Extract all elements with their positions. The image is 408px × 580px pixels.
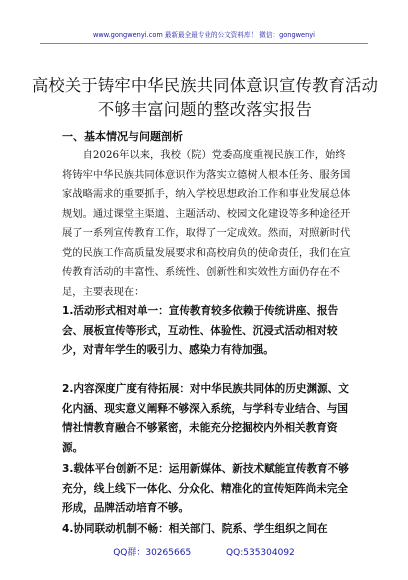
header-divider bbox=[40, 43, 368, 44]
footer-qq-group: QQ群：30265665 bbox=[113, 548, 192, 558]
intro-paragraph-text: 自2026年以来，我校（院）党委高度重视民族工作，始终将铸牢中华民族共同体意识作为落实立德树人根本任务、服务国家战略需求的重要抓手，纳入学校思想政治工作和事业发展总体规划。通过课堂主渠道、主题活动、校园文化建设等多种途径开展了一系列宣传教育工作，取得了一定成效。然而，对照新时代党的民族工作高质量发展要求和高校肩负的使命责任，我们在宣传教育活动的丰富性、系统性、创新性和实效性方面仍存在不足，主要表现在： bbox=[62, 149, 351, 298]
footer-qq: QQ:535304092 bbox=[226, 548, 295, 558]
issue-item-2: 2.内容深度广度有待拓展：对中华民族共同体的历史渊源、文化内涵、现实意义阐释不够深入系统，与学科专业结合、与国情社情教育融合不够紧密，未能充分挖掘校内外相关教育资源。 bbox=[62, 383, 349, 454]
section-heading: 一、基本情况与问题剖析 bbox=[62, 130, 183, 143]
issue-item-4: 4.协同联动机制不畅：相关部门、院系、学生组织之间在 bbox=[62, 523, 328, 535]
issue-item-1: 1.活动形式相对单一：宣传教育较多依赖于传统讲座、报告会、展板宣传等形式，互动性、体验性、沉浸式活动相对较少，对青年学生的吸引力、感染力有待加强。 bbox=[62, 305, 339, 356]
intro-paragraph bbox=[62, 146, 352, 302]
issue-item-3: 3.载体平台创新不足：运用新媒体、新技术赋能宣传教育不够充分，线上线下一体化、分众化、精准化的宣传矩阵尚未完全形成，品牌活动培育不够。 bbox=[62, 463, 349, 514]
document-title: 高校关于铸牢中华民族共同体意识宣传教育活动不够丰富问题的整改落实报告 bbox=[31, 76, 379, 119]
footer-contacts bbox=[0, 545, 408, 558]
header-banner: www.gongwenyi.com 最新最全最专业的公文资料库！ 微信：gongwenyi bbox=[92, 31, 316, 39]
